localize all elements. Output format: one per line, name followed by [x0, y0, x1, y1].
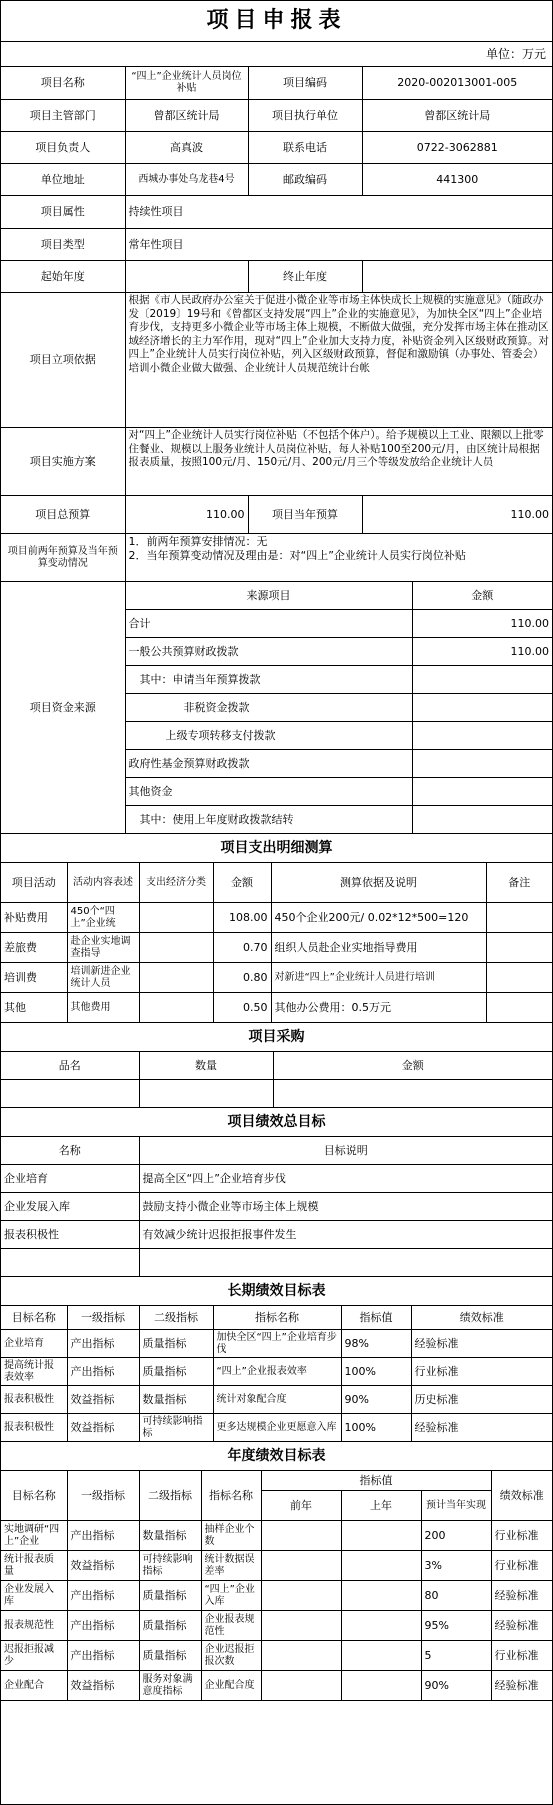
- label: 项目编码: [248, 67, 362, 100]
- header-cell: 测算依据及说明: [271, 863, 486, 903]
- header-cell: 前年: [261, 1491, 341, 1521]
- header-cell: 名称: [1, 1137, 139, 1165]
- funding-row-amount: [412, 806, 552, 834]
- cell: 100%: [341, 1358, 411, 1386]
- cell: 效益指标: [67, 1386, 139, 1414]
- zip-value: 441300: [362, 164, 552, 196]
- header-cell: 金额: [273, 1052, 552, 1080]
- cell: 企业配合度: [201, 1671, 261, 1701]
- cell: 历史标准: [411, 1386, 552, 1414]
- label: 项目执行单位: [248, 100, 362, 132]
- header-cell: 一级指标: [67, 1471, 139, 1521]
- header-cell: 上年: [341, 1491, 421, 1521]
- cell: 0.70: [213, 933, 271, 963]
- cell: 报表积极性: [1, 1221, 139, 1249]
- label: 项目名称: [1, 67, 125, 100]
- funding-head-source: 来源项目: [125, 582, 412, 610]
- cell: 450个企业200元/ 0.02*12*500=120: [271, 903, 486, 933]
- funding-row-name: 政府性基金预算财政拨款: [125, 750, 412, 778]
- header-cell: 二级指标: [139, 1306, 213, 1330]
- cell: [1, 1249, 139, 1277]
- expense-table: [1, 862, 552, 1023]
- section-title: 年度绩效目标表: [1, 1441, 552, 1471]
- cell: 企业发展入库: [1, 1193, 139, 1221]
- cell: [341, 1641, 421, 1671]
- cell: 行业标准: [411, 1358, 552, 1386]
- header-cell: 活动内容表述: [67, 863, 139, 903]
- cell: 90%: [421, 1671, 491, 1701]
- header-cell: 目标名称: [1, 1471, 67, 1521]
- header-cell: 一级指标: [67, 1306, 139, 1330]
- table-row: [1, 1671, 552, 1701]
- cell: 质量指标: [139, 1581, 201, 1611]
- cell: 培训新进企业统计人员: [67, 963, 139, 993]
- cell: 可持续影响指标: [139, 1551, 201, 1581]
- cell: [1, 1080, 139, 1108]
- cell: 200: [421, 1521, 491, 1551]
- cell: 效益指标: [67, 1414, 139, 1442]
- type-value: 常年性项目: [125, 229, 552, 261]
- table-row: [1, 933, 552, 963]
- cell: 95%: [421, 1611, 491, 1641]
- cell: 企业配合: [1, 1671, 67, 1701]
- cell: [139, 1249, 552, 1277]
- funding-row-amount: [412, 694, 552, 722]
- header-cell: 指标名称: [201, 1471, 261, 1521]
- project-code: 2020-002013001-005: [362, 67, 552, 100]
- header-cell: 绩效标准: [411, 1306, 552, 1330]
- funding-table: [1, 581, 552, 834]
- label: 项目当年预算: [248, 496, 362, 534]
- purchase-table: [1, 1051, 552, 1108]
- cell: 有效减少统计迟报拒报事件发生: [139, 1221, 552, 1249]
- label: 邮政编码: [248, 164, 362, 196]
- funding-row-name: 一般公共预算财政拨款: [125, 638, 412, 666]
- cell: “四上”企业入库: [201, 1581, 261, 1611]
- table-row: [1, 1581, 552, 1611]
- table-row: [1, 1414, 552, 1442]
- cell: 实地调研“四上”企业: [1, 1521, 67, 1551]
- funding-row-amount: 110.00: [412, 638, 552, 666]
- change-line-2: 2．当年预算变动情况及理由是：对“四上”企业统计人员实行岗位补贴: [128, 549, 466, 562]
- cell: 报表规范性: [1, 1611, 67, 1641]
- header-cell: 指标值: [261, 1471, 491, 1491]
- header-cell: 品名: [1, 1052, 139, 1080]
- cell: [139, 963, 213, 993]
- cell: 450个“四上”企业统: [67, 903, 139, 933]
- cell: [486, 993, 552, 1023]
- long-term-table: [1, 1305, 552, 1442]
- cell: 90%: [341, 1386, 411, 1414]
- cell: 企业迟报拒报次数: [201, 1641, 261, 1671]
- cell: 行业标准: [491, 1521, 552, 1551]
- cell: 补贴费用: [1, 903, 67, 933]
- funding-row-amount: 110.00: [412, 610, 552, 638]
- cell: 0.50: [213, 993, 271, 1023]
- cell: [486, 903, 552, 933]
- label: 联系电话: [248, 132, 362, 164]
- exec-value: 曾都区统计局: [362, 100, 552, 132]
- cell: 对新进“四上”企业统计人员进行培训: [271, 963, 486, 993]
- table-row: [1, 993, 552, 1023]
- table-row: [1, 1193, 552, 1221]
- cell: 产出指标: [67, 1330, 139, 1358]
- cell: 质量指标: [139, 1358, 213, 1386]
- end-value: [362, 261, 552, 293]
- cell: 抽样企业个数: [201, 1521, 261, 1551]
- total-budget: 110.00: [125, 496, 248, 534]
- cell: 98%: [341, 1330, 411, 1358]
- cell: [341, 1551, 421, 1581]
- cell: [261, 1671, 341, 1701]
- plan-value: 对“四上”企业统计人员实行岗位补贴（不包括个体户）。给予规模以上工业、限额以上批零住餐业、规模以上服务业统计人员岗位补贴，每人补贴100至200元/月，由区统计局根据报表质量，按照100元/月、150元/月、200元/月三个等级发放给企业统计人员: [125, 428, 552, 496]
- cell: 产出指标: [67, 1581, 139, 1611]
- section-title: 项目支出明细测算: [1, 833, 552, 863]
- cell: 组织人员赴企业实地指导费用: [271, 933, 486, 963]
- section-title: 项目绩效总目标: [1, 1107, 552, 1137]
- label: 项目前两年预算及当年预算变动情况: [1, 534, 125, 582]
- funding-row-amount: [412, 666, 552, 694]
- cell: [139, 903, 213, 933]
- cell: 差旅费: [1, 933, 67, 963]
- funding-row-name: 其他资金: [125, 778, 412, 806]
- cell: 80: [421, 1581, 491, 1611]
- funding-row-name: 上级专项转移支付拨款: [125, 722, 412, 750]
- table-row: [1, 1221, 552, 1249]
- cell: [261, 1551, 341, 1581]
- funding-row-amount: [412, 778, 552, 806]
- cell: 数量指标: [139, 1521, 201, 1551]
- cell: [486, 963, 552, 993]
- cell: 可持续影响指标: [139, 1414, 213, 1442]
- cell: 统计报表质量: [1, 1551, 67, 1581]
- cell: 效益指标: [67, 1551, 139, 1581]
- header-cell: 数量: [139, 1052, 273, 1080]
- funding-row-amount: [412, 722, 552, 750]
- cell: [261, 1581, 341, 1611]
- table-row: [1, 963, 552, 993]
- header-cell: 指标值: [341, 1306, 411, 1330]
- cell: 经验标准: [491, 1611, 552, 1641]
- cell: 提高全区“四上”企业培育步伐: [139, 1165, 552, 1193]
- cell: 质量指标: [139, 1641, 201, 1671]
- annual-table: [1, 1470, 552, 1701]
- header-cell: 支出经济分类: [139, 863, 213, 903]
- cell: [139, 1080, 273, 1108]
- table-row: [1, 1386, 552, 1414]
- cell: 经验标准: [411, 1330, 552, 1358]
- label: 项目资金来源: [1, 582, 125, 834]
- label: 项目负责人: [1, 132, 125, 164]
- header-cell: 预计当年实现: [421, 1491, 491, 1521]
- label: 起始年度: [1, 261, 125, 293]
- cell: 产出指标: [67, 1521, 139, 1551]
- label: 项目主管部门: [1, 100, 125, 132]
- cell: 赴企业实地调查指导: [67, 933, 139, 963]
- change-line-1: 1．前两年预算安排情况：无: [128, 535, 268, 548]
- basis-value: 根据《市人民政府办公室关于促进小微企业等市场主体快成长上规模的实施意见》（随政办发〔2019〕19号和《曾都区支持发展“四上”企业的实施意见》，为加快全区“四上”企业培育步伐，支持更多小微企业等市场主体上规模，不断做大做强，充分发挥市场主体在推动区域经济增长的主力军作用，现对“四上”企业加大支持力度，补贴资金列入区级财政预算。对四上”企业统计人员实行岗位补贴，列入区级财政预算，督促和激励镇（办事处、管委会）培训小微企业做大做强、企业统计人员规范统计台帐: [125, 293, 552, 428]
- cell: 报表积极性: [1, 1386, 67, 1414]
- section-title: 项目采购: [1, 1022, 552, 1052]
- cell: 企业报表规范性: [201, 1611, 261, 1641]
- table-row: [1, 1611, 552, 1641]
- addr-value: 西城办事处乌龙巷4号: [125, 164, 248, 196]
- funding-row-amount: [412, 750, 552, 778]
- attr-value: 持续性项目: [125, 196, 552, 229]
- cell: 效益指标: [67, 1671, 139, 1701]
- section-title: 长期绩效目标表: [1, 1276, 552, 1306]
- label: 项目立项依据: [1, 293, 125, 428]
- cell: 鼓励支持小微企业等市场主体上规模: [139, 1193, 552, 1221]
- cell: 产出指标: [67, 1358, 139, 1386]
- header-cell: 项目活动: [1, 863, 67, 903]
- cell: 加快全区“四上”企业培育步伐: [213, 1330, 341, 1358]
- cell: 5: [421, 1641, 491, 1671]
- start-value: [125, 261, 248, 293]
- cell: 产出指标: [67, 1611, 139, 1641]
- cell: 经验标准: [411, 1414, 552, 1442]
- table-row: [1, 1521, 552, 1551]
- page-title: 项目申报表: [1, 1, 552, 42]
- basic-info-table: [1, 66, 552, 196]
- table-row: [1, 1330, 552, 1358]
- header-cell: 二级指标: [139, 1471, 201, 1521]
- cell: 产出指标: [67, 1641, 139, 1671]
- funding-head-amount: 金额: [412, 582, 552, 610]
- cell: [273, 1080, 552, 1108]
- cell: 统计对象配合度: [213, 1386, 341, 1414]
- cell: 企业培育: [1, 1165, 139, 1193]
- cell: 培训费: [1, 963, 67, 993]
- cell: [341, 1611, 421, 1641]
- header-cell: 目标说明: [139, 1137, 552, 1165]
- cell: [341, 1521, 421, 1551]
- funding-row-name: 合计: [125, 610, 412, 638]
- label: 终止年度: [248, 261, 362, 293]
- basic-info-table-2: [1, 195, 552, 582]
- cell: 经验标准: [491, 1671, 552, 1701]
- cell: 3%: [421, 1551, 491, 1581]
- cell: 企业培育: [1, 1330, 67, 1358]
- label: 单位地址: [1, 164, 125, 196]
- header-cell: 目标名称: [1, 1306, 67, 1330]
- cell: 行业标准: [491, 1641, 552, 1671]
- cell: [341, 1671, 421, 1701]
- header-cell: 金额: [213, 863, 271, 903]
- cell: 经验标准: [491, 1581, 552, 1611]
- label: 项目总预算: [1, 496, 125, 534]
- header-cell: 指标名称: [213, 1306, 341, 1330]
- cell: 企业发展入库: [1, 1581, 67, 1611]
- cell: [139, 933, 213, 963]
- header-cell: 备注: [486, 863, 552, 903]
- cell: [139, 993, 213, 1023]
- cell: 行业标准: [491, 1551, 552, 1581]
- table-row: [1, 1165, 552, 1193]
- table-row: [1, 903, 552, 933]
- cell: 报表积极性: [1, 1414, 67, 1442]
- cell: [261, 1521, 341, 1551]
- table-row: [1, 1358, 552, 1386]
- cell: [486, 933, 552, 963]
- funding-row-name: 其中：申请当年预算拨款: [125, 666, 412, 694]
- label: 项目属性: [1, 196, 125, 229]
- cell: 更多达规模企业更愿意入库: [213, 1414, 341, 1442]
- label: 项目实施方案: [1, 428, 125, 496]
- label: 项目类型: [1, 229, 125, 261]
- cell: 其他费用: [67, 993, 139, 1023]
- table-row: [1, 1641, 552, 1671]
- cell: 统计数据误差率: [201, 1551, 261, 1581]
- cell: “四上”企业报表效率: [213, 1358, 341, 1386]
- cell: [341, 1581, 421, 1611]
- funding-row-name: 非税资金拨款: [125, 694, 412, 722]
- funding-row-name: 其中：使用上年度财政拨款结转: [125, 806, 412, 834]
- table-row: [1, 1551, 552, 1581]
- cell: 其他: [1, 993, 67, 1023]
- unit-label: 单位：万元: [1, 42, 552, 67]
- cell: 迟报拒报减少: [1, 1641, 67, 1671]
- cell: 质量指标: [139, 1611, 201, 1641]
- cell: 100%: [341, 1414, 411, 1442]
- cell: 0.80: [213, 963, 271, 993]
- phone-value: 0722-3062881: [362, 132, 552, 164]
- cell: 108.00: [213, 903, 271, 933]
- year-budget: 110.00: [362, 496, 552, 534]
- project-name: “四上”企业统计人员岗位补贴: [125, 67, 248, 100]
- person-value: 高真波: [125, 132, 248, 164]
- cell: [261, 1641, 341, 1671]
- cell: 其他办公费用：0.5万元: [271, 993, 486, 1023]
- cell: [261, 1611, 341, 1641]
- cell: 服务对象满意度指标: [139, 1671, 201, 1701]
- header-cell: 绩效标准: [491, 1471, 552, 1521]
- perf-total-table: [1, 1136, 552, 1277]
- cell: 质量指标: [139, 1330, 213, 1358]
- cell: 提高统计报表效率: [1, 1358, 67, 1386]
- dept-value: 曾都区统计局: [125, 100, 248, 132]
- cell: 数量指标: [139, 1386, 213, 1414]
